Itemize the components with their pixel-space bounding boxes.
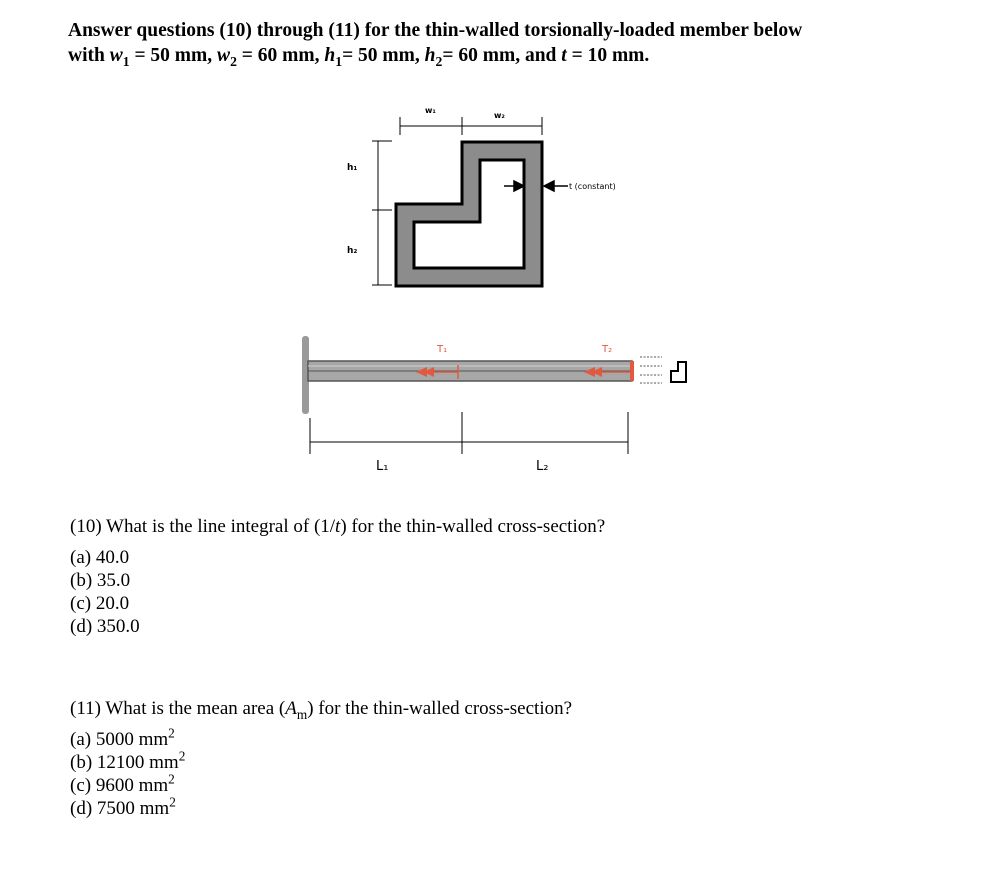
intro-line-2: with $w_1 = 50$ mm, $w_2 = 60$ mm, $h_1= 50$ mm, $h_2= 60$ mm, and t = 10 mm.: [68, 45, 650, 69]
T1-label: T₁: [437, 344, 448, 355]
height-dimension: [372, 141, 392, 285]
h2-label: h₂: [347, 246, 358, 256]
question-11-stem: (11) What is the mean area $(A_m)$ for the thin-walled cross-section?: [70, 698, 573, 722]
length-dimension: [310, 412, 628, 454]
L1-label: L₁: [376, 459, 389, 474]
q10-option-a[interactable]: (a) 40.0: [70, 547, 130, 568]
h1-label: h₁: [347, 163, 358, 173]
q11-option-d[interactable]: (d) 7500 $mm^2$: [70, 794, 176, 819]
T2-label: T₂: [602, 344, 613, 355]
shaft: [302, 336, 634, 414]
q10-option-d[interactable]: (d) 350.0: [70, 616, 140, 637]
q11-option-c[interactable]: (c) 9600 $mm^2$: [70, 771, 175, 796]
L2-label: L₂: [536, 459, 549, 474]
q11-option-a[interactable]: (a) 5000 $mm^2$: [70, 725, 175, 750]
question-11: [70, 698, 572, 820]
q11-option-b[interactable]: (b) 12100 $mm^2$: [70, 748, 186, 773]
w1-label: w₁: [425, 106, 436, 115]
q10-option-c[interactable]: (c) 20.0: [70, 593, 130, 614]
question-10-stem: (10) What is the line integral of (1/t) for the thin-walled cross-section?: [70, 516, 606, 537]
section-marker: [640, 357, 662, 383]
width-dimension: [400, 117, 542, 135]
question-10: [70, 516, 605, 638]
intro-line-1: Answer questions (10) through (11) for the thin-walled torsionally-loaded member below: [68, 20, 803, 41]
cross-section: [396, 142, 542, 286]
q10-option-b[interactable]: (b) 35.0: [70, 570, 131, 591]
thickness-label: t (constant): [569, 182, 616, 191]
w2-label: w₂: [494, 111, 505, 120]
section-icon: [671, 362, 686, 382]
